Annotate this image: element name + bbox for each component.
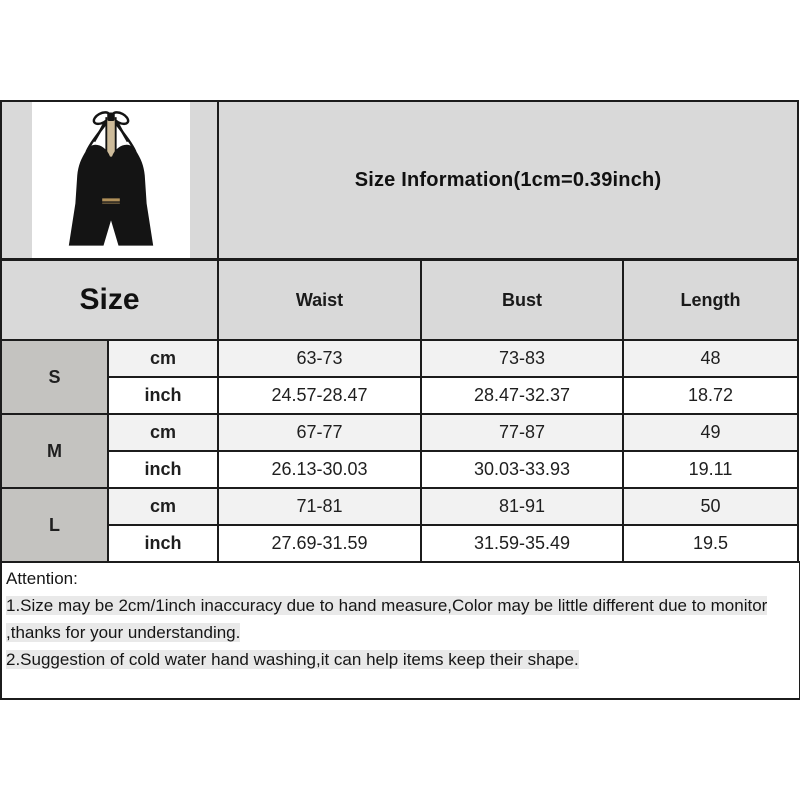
attention-note-1-cont: ,thanks for your understanding. [6,623,241,642]
table-row-m-cm [1,414,798,451]
cell-s-cm-bust: 73-83 [421,340,623,377]
size-label-s: S [1,340,108,414]
unit-label: inch [108,377,218,414]
unit-label: inch [108,451,218,488]
product-image [32,102,190,258]
unit-label: cm [108,340,218,377]
unit-label: cm [108,488,218,525]
cell-l-inch-length: 19.5 [623,525,798,562]
cell-m-inch-length: 19.11 [623,451,798,488]
size-info-title: Size Information(1cm=0.39inch) [218,101,798,260]
table-row-s-inch [1,377,798,414]
table-row-l-inch [1,525,798,562]
cell-m-inch-bust: 30.03-33.93 [421,451,623,488]
table-row-m-inch [1,451,798,488]
cell-m-inch-waist: 26.13-30.03 [218,451,421,488]
cell-m-cm-bust: 77-87 [421,414,623,451]
cell-s-cm-waist: 63-73 [218,340,421,377]
product-image-cell [1,101,218,260]
cell-m-cm-length: 49 [623,414,798,451]
cell-m-cm-waist: 67-77 [218,414,421,451]
unit-label: inch [108,525,218,562]
banner-row [1,101,798,260]
cell-s-inch-length: 18.72 [623,377,798,414]
cell-l-inch-bust: 31.59-35.49 [421,525,623,562]
unit-label: cm [108,414,218,451]
column-header-row [1,260,798,341]
table-row-s-cm [1,340,798,377]
romper-illustration [36,105,186,255]
cell-l-cm-bust: 81-91 [421,488,623,525]
cell-s-cm-length: 48 [623,340,798,377]
cell-l-cm-length: 50 [623,488,798,525]
top-whitespace [0,0,800,100]
table-row-l-cm [1,488,798,525]
cell-s-inch-bust: 28.47-32.37 [421,377,623,414]
cell-s-inch-waist: 24.57-28.47 [218,377,421,414]
attention-heading: Attention: [6,569,78,588]
cell-l-inch-waist: 27.69-31.59 [218,525,421,562]
attention-note-2: 2.Suggestion of cold water hand washing,it can help items keep their shape. [6,650,579,669]
cell-l-cm-waist: 71-81 [218,488,421,525]
attention-note-1: 1.Size may be 2cm/1inch inaccuracy due to hand measure,Color may be little different due to monitor [6,596,768,615]
size-table [0,100,799,563]
size-label-m: M [1,414,108,488]
column-header-bust: Bust [421,260,623,341]
column-header-length: Length [623,260,798,341]
column-header-waist: Waist [218,260,421,341]
attention-box [0,561,800,700]
size-label-l: L [1,488,108,562]
size-header: Size [1,260,218,341]
